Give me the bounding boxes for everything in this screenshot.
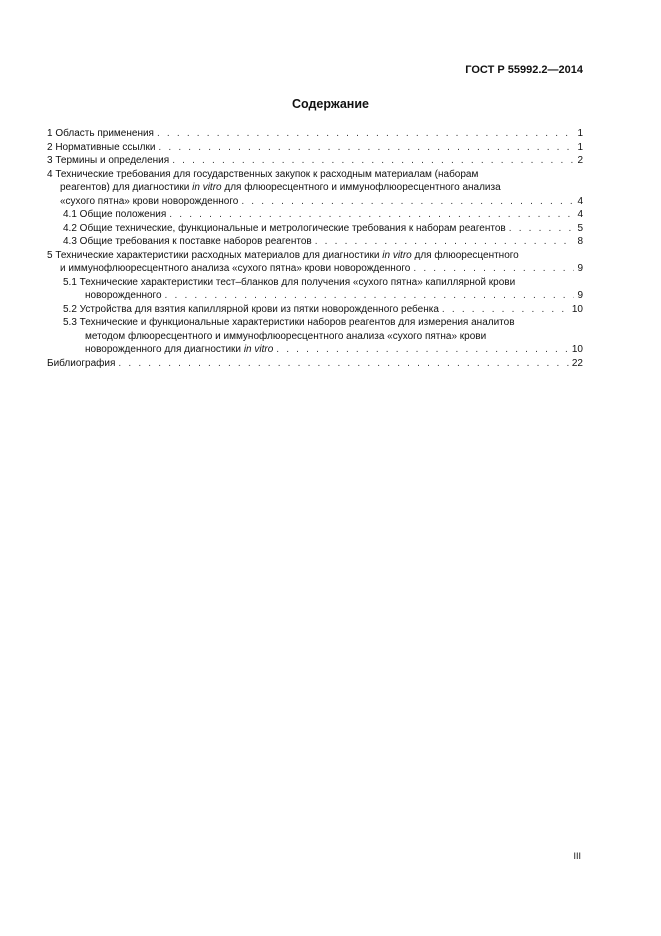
toc-page-number: 8 bbox=[577, 236, 583, 247]
toc-leader bbox=[413, 262, 574, 276]
toc-entry-label: 4.1 Общие положения bbox=[63, 209, 167, 220]
toc-leader bbox=[165, 289, 575, 303]
toc-leader bbox=[276, 343, 569, 357]
toc-entry-label: 2 Нормативные ссылки bbox=[47, 141, 156, 153]
toc-entry[interactable] bbox=[47, 235, 583, 249]
toc-page-number: 5 bbox=[577, 222, 583, 234]
toc-leader bbox=[172, 154, 574, 168]
toc-entry[interactable] bbox=[47, 208, 583, 222]
toc-entry-label: 4 Технические требования для государственных закупок к расходным материалам (наборам bbox=[47, 168, 479, 180]
toc-entry-label: 5.2 Устройства для взятия капиллярной крови из пятки новорожденного ребенка bbox=[63, 303, 439, 315]
toc-entry[interactable] bbox=[47, 357, 583, 371]
toc-leader bbox=[157, 127, 574, 141]
toc-entry[interactable] bbox=[47, 154, 583, 168]
toc-entry[interactable] bbox=[47, 168, 583, 209]
toc-entry-label: новорожденного bbox=[85, 290, 162, 301]
toc-entry[interactable] bbox=[47, 249, 583, 276]
toc-leader bbox=[241, 195, 574, 209]
toc-entry-label: 5 Технические характеристики расходных материалов для диагностики in vitro для флюоресцентного bbox=[47, 249, 519, 261]
toc-page-number: 22 bbox=[571, 357, 583, 369]
toc-page-number: 10 bbox=[571, 303, 583, 315]
toc-entry-label: 5.3 Технические и функциональные характеристики наборов реагентов для измерения аналитов bbox=[63, 317, 515, 328]
toc-entry-label: реагентов) для диагностики in vitro для флюоресцентного и иммунофлюоресцентного анализа bbox=[60, 182, 501, 193]
toc-entry-label: новорожденного для диагностики in vitro bbox=[85, 344, 274, 355]
toc-entry-label: Библиография bbox=[47, 357, 116, 369]
toc-page-number: 9 bbox=[577, 290, 583, 301]
toc-entry-label: 3 Термины и определения bbox=[47, 155, 170, 166]
toc-entry-label: «сухого пятна» крови новорожденного bbox=[60, 195, 239, 207]
toc-entry-label: 4.2 Общие технические, функциональные и метрологические требования к наборам реагентов bbox=[63, 222, 506, 234]
toc-entry-label: 4.3 Общие требования к поставке наборов реагентов bbox=[63, 236, 312, 247]
document-header: ГОСТ Р 55992.2—2014 bbox=[465, 64, 583, 76]
toc-leader bbox=[158, 141, 574, 155]
page-number: III bbox=[573, 851, 581, 861]
toc-leader bbox=[442, 303, 569, 317]
toc-entry[interactable] bbox=[47, 316, 583, 357]
toc-page-number: 2 bbox=[577, 155, 583, 166]
toc-page-number: 4 bbox=[577, 209, 583, 220]
toc-page-number: 1 bbox=[577, 128, 583, 139]
toc-leader bbox=[169, 208, 574, 222]
table-of-contents bbox=[47, 127, 583, 370]
toc-entry-label: 1 Область применения bbox=[47, 128, 154, 139]
toc-page-number: 1 bbox=[577, 141, 583, 153]
toc-entry[interactable] bbox=[47, 222, 583, 236]
toc-leader bbox=[315, 235, 575, 249]
toc-leader bbox=[509, 222, 575, 236]
toc-entry-label: методом флюоресцентного и иммунофлюоресцентного анализа «сухого пятна» крови bbox=[85, 330, 487, 342]
toc-leader bbox=[118, 357, 568, 371]
toc-page-number: 4 bbox=[577, 195, 583, 207]
toc-page-number: 10 bbox=[571, 344, 583, 355]
toc-entry-label: и иммунофлюоресцентного анализа «сухого пятна» крови новорожденного bbox=[60, 263, 411, 274]
toc-entry[interactable] bbox=[47, 276, 583, 303]
toc-page-number: 9 bbox=[577, 263, 583, 274]
toc-entry[interactable] bbox=[47, 127, 583, 141]
page-title: Содержание bbox=[291, 97, 369, 111]
toc-entry[interactable] bbox=[47, 303, 583, 317]
toc-entry-label: 5.1 Технические характеристики тест–бланков для получения «сухого пятна» капиллярной крови bbox=[63, 276, 516, 288]
toc-entry[interactable] bbox=[47, 141, 583, 155]
